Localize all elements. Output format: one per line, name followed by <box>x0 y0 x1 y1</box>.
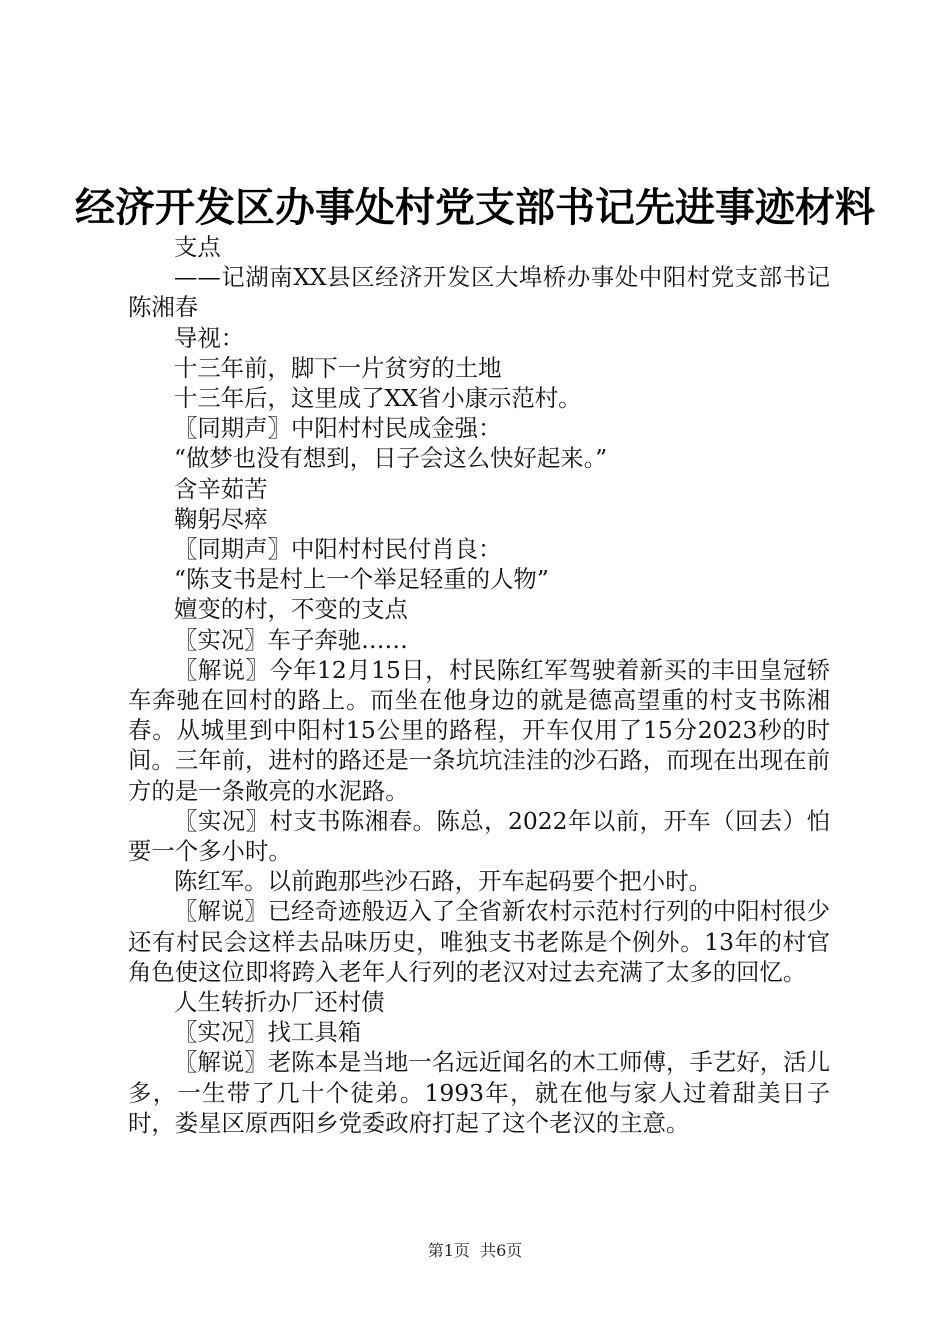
paragraph: 〖实况〗找工具箱 <box>174 1018 362 1047</box>
paragraph: 〖解说〗老陈本是当地一名远近闻名的木工师傅，手艺好，活儿多，一生带了几十个徒弟。1993年，就在他与家人过着甜美日子时，娄星区原西阳乡党委政府打起了这个老汉的主意。 <box>128 1048 830 1137</box>
paragraph: 〖实况〗车子奔驰…… <box>174 625 408 654</box>
paragraph: 〖解说〗今年12月15日，村民陈红军驾驶着新买的丰田皇冠轿车奔驰在回村的路上。而坐在他身边的就是德高望重的村支书陈湘春。从城里到中阳村15公里的路程，开车仅用了15分2023秒的时间。三年前，进村的路还是一条坑坑洼洼的沙石路，而现在出现在前方的是一条敞亮的水泥路。 <box>128 655 830 805</box>
paragraph: 人生转折办厂还村债 <box>174 988 385 1017</box>
paragraph: 支点 <box>174 233 221 261</box>
paragraph: 十三年前，脚下一片贫穷的土地 <box>174 353 502 382</box>
paragraph: 〖同期声〗中阳村村民成金强： <box>174 414 502 443</box>
paragraph: 嬗变的村，不变的支点 <box>174 595 408 624</box>
paragraph: 〖解说〗已经奇迹般迈入了全省新农村示范村行列的中阳村很少还有村民会这样去品味历史，唯独支书老陈是个例外。13年的村官角色使这位即将跨入老年人行列的老汉对过去充满了太多的回忆。 <box>128 897 830 986</box>
document-body <box>128 232 830 1138</box>
paragraph: 十三年后，这里成了XX省小康示范村。 <box>174 384 582 413</box>
paragraph: “做梦也没有想到，日子会这么快好起来。” <box>174 444 608 473</box>
paragraph: 鞠躬尽瘁 <box>174 504 268 533</box>
paragraph: 〖实况〗村支书陈湘春。陈总，2022年以前，开车（回去）怕要一个多小时。 <box>128 806 830 866</box>
paragraph: 含辛茹苦 <box>174 474 268 503</box>
document-title: 经济开发区办事处村党支部书记先进事迹材料 <box>75 185 875 231</box>
paragraph: ——记湖南XX县区经济开发区大埠桥办事处中阳村党支部书记陈湘春 <box>128 263 830 322</box>
paragraph: “陈支书是村上一个举足轻重的人物” <box>174 565 549 594</box>
paragraph: 陈红军。以前跑那些沙石路，开车起码要个把小时。 <box>174 867 712 896</box>
paragraph: 〖同期声〗中阳村村民付肖良： <box>174 535 502 564</box>
paragraph: 导视： <box>174 323 245 352</box>
page-number-footer: 第1页 共6页 <box>427 1241 523 1260</box>
